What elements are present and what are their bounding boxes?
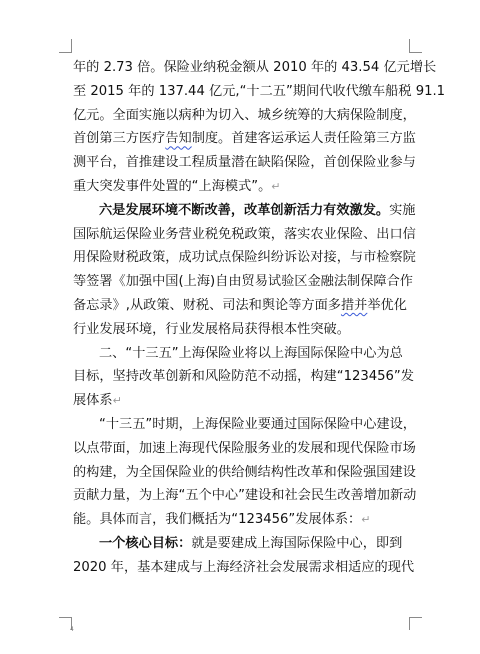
text-line-content: 就是要建成上海国际保险中心，即到: [191, 535, 403, 551]
text-line-content: 实施: [389, 202, 416, 218]
crop-mark-top-left-v: [71, 39, 72, 52]
paragraph-5: [73, 532, 413, 580]
crop-mark-top-right-h: [409, 52, 422, 53]
text-line: 国际航运保险业务营业税免税政策，落实农业保险、出口信: [73, 226, 416, 242]
crop-mark-bottom-right-v: [409, 617, 410, 630]
bold-heading: 一个核心目标：: [99, 535, 192, 551]
text-line: 行业发展环境，行业发展格局获得根本性突破。: [73, 321, 350, 337]
text-line: 二、“十三五”上海保险业将以上海国际保险中心为总: [99, 345, 403, 361]
text-line-content: 能。具体而言，我们概括为“123456”发展体系：: [73, 512, 362, 528]
text-line: 贡献力量，为上海“五个中心”建设和社会民生改善增加新动: [73, 488, 417, 504]
text-line: [73, 175, 413, 199]
text-line: 测平台，首推建设工程质量潜在缺陷保险，首创保险业参与: [73, 155, 416, 171]
paragraph-1: [73, 56, 446, 199]
document-body[interactable]: [73, 56, 446, 580]
bold-heading: 六是发展环境不断改善，改革创新活力有效激发。: [99, 202, 390, 218]
spellcheck-squiggle[interactable]: 措并: [340, 297, 368, 313]
text-line-content: 展体系: [73, 393, 113, 409]
text-line: [73, 508, 413, 532]
text-line: 年的 2.73 倍。保险业纳税金额从 2010 年的 43.54 亿元增长: [73, 60, 437, 75]
page-number: 4: [70, 626, 74, 633]
crop-mark-top-right-v: [409, 39, 410, 52]
spellcheck-squiggle[interactable]: 告知: [165, 131, 192, 147]
text-line-with-squiggle: 备忘录》,从政策、财税、司法和舆论等方面多措并举优化: [73, 297, 407, 313]
paragraph-4: [73, 413, 417, 532]
text-line-with-squiggle: 首创第三方医疗告知制度。首建客运承运人责任险第三方监: [73, 131, 416, 147]
text-line: 2020 年，基本建成与上海经济社会发展需求相适应的现代: [73, 559, 415, 575]
paragraph-mark-icon: ↵: [112, 394, 122, 408]
text-line: 至 2015 年的 137.44 亿元,“十二五”期间代收代缴车船税 91.1: [73, 83, 446, 99]
text-line: “十三五”时期，上海保险业要通过国际保险中心建设，: [99, 416, 416, 432]
paragraph-mark-icon: ↵: [361, 513, 371, 527]
text-line: 以点带面，加速上海现代保险服务业的发展和现代保险市场: [73, 440, 416, 456]
text-line: 的构建，为全国保险业的供给侧结构性改革和保险强国建设: [73, 464, 416, 480]
text-line: 用保险财税政策，成功试点保险纠纷诉讼对接，与市检察院: [73, 250, 416, 266]
paragraph-3: [73, 342, 413, 413]
text-line: 亿元。全面实施以病种为切入、城乡统筹的大病保险制度，: [73, 107, 416, 123]
text-line: 等签署《加强中国(上海)自由贸易试验区金融法制保障合作: [73, 274, 413, 290]
text-line-content: 重大突发事件处置的“上海模式”。: [73, 178, 272, 194]
text-line: [73, 199, 416, 223]
paragraph-mark-icon: ↵: [271, 179, 281, 193]
paragraph-2: [73, 199, 416, 342]
text-line: 目标，坚持改革创新和风险防范不动摇，构建“123456”发: [73, 369, 414, 385]
crop-mark-bottom-right-h: [409, 617, 422, 618]
crop-mark-top-left-h: [59, 52, 72, 53]
text-line: [73, 389, 413, 413]
text-line: [73, 532, 413, 556]
